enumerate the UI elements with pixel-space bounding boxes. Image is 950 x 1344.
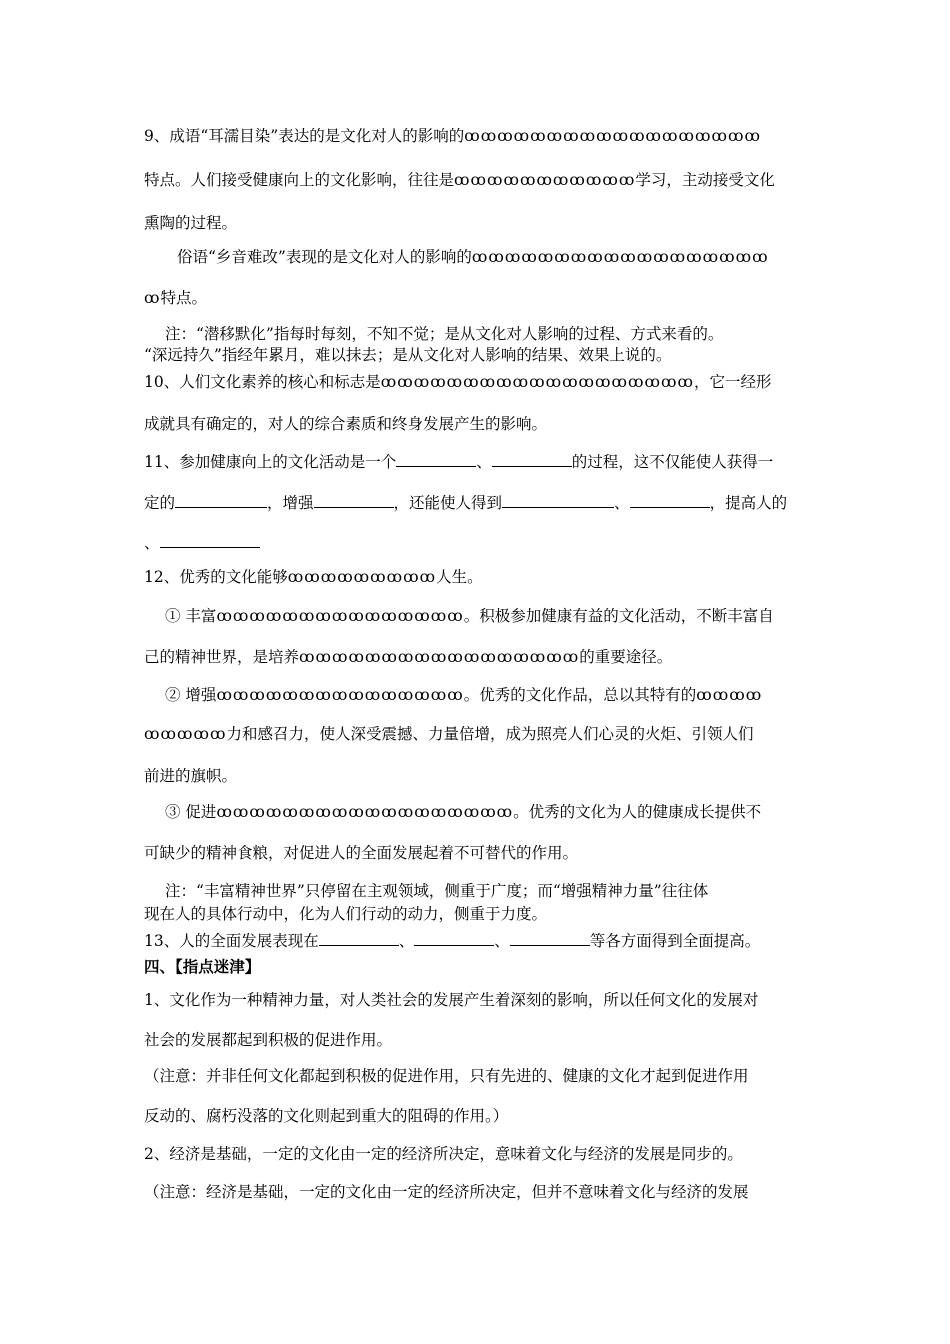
q9-line-1 <box>144 126 806 146</box>
answer-blank[interactable] <box>160 531 260 548</box>
q11-text: ，增强 <box>267 494 314 512</box>
q11-line-1 <box>144 450 773 472</box>
q13-text: 13、人的全面发展表现在 <box>144 932 319 950</box>
answer-blank[interactable] <box>175 491 267 508</box>
q12-text: 力和感召力，使人深受震撼、力量倍增，成为照亮人们心灵的火炬、引领人们 <box>226 725 754 743</box>
answer-blank[interactable] <box>502 491 614 508</box>
q11-text: ，还能使人得到 <box>393 494 503 512</box>
q12-text: 己的精神世界，是培养 <box>144 648 300 666</box>
q9-line-3: 熏陶的过程。 <box>144 214 238 232</box>
q10-text: 10、人们文化素养的核心和标志是 <box>144 373 381 391</box>
q11-text: 定的 <box>144 494 176 512</box>
q9-text: 9、成语“耳濡目染”表达的是文化对人的影响的 <box>144 127 465 145</box>
q10-line-2: 成就具有确定的，对人的综合素质和终身发展产生的影响。 <box>144 415 548 433</box>
q9-text: 学习，主动接受文化 <box>635 171 775 189</box>
emphasis-marks: ꝏꝏꝏꝏꝏꝏꝏꝏꝏꝏꝏꝏꝏꝏꝏꝏꝏꝏꝏ <box>380 373 694 391</box>
answer-blank[interactable] <box>314 491 394 508</box>
tip-1-note-1: （注意：并非任何文化都起到积极的促进作用，只有先进的、健康的文化才起到促进作用 <box>144 1067 749 1085</box>
emphasis-marks: ꝏꝏꝏꝏꝏꝏꝏꝏꝏꝏꝏꝏꝏꝏꝏꝏꝏ <box>299 648 580 666</box>
q12-text: 12、优秀的文化能够 <box>144 568 288 586</box>
q12-line-1 <box>144 567 483 587</box>
separator: 、 <box>476 453 492 471</box>
q12-text: ① 丰富 <box>165 607 217 625</box>
q10-text: ，它一经形 <box>693 373 772 391</box>
q12-note-2: 现在人的具体行动中，化为人们行动的动力，侧重于力度。 <box>144 905 548 923</box>
answer-blank[interactable] <box>510 929 590 946</box>
q12-text: ② 增强 <box>165 686 217 704</box>
q9-text: 特点。人们接受健康向上的文化影响，往往是 <box>144 171 455 189</box>
q12-note-1: 注：“丰富精神世界”只停留在主观领域，侧重于广度；而“增强精神力量”往往体 <box>165 882 709 900</box>
q10-line-1 <box>144 372 806 392</box>
q12-text: 人生。 <box>436 568 483 586</box>
q12-text: 的重要途径。 <box>579 648 673 666</box>
emphasis-marks: ꝏꝏꝏꝏ <box>696 686 763 704</box>
q9-text: 俗语“乡音难改”表现的是文化对人的影响的 <box>177 248 472 266</box>
separator: 、 <box>494 932 510 950</box>
q12-point-2-line-3: 前进的旗帜。 <box>144 767 238 785</box>
q12-point-1-line-2 <box>144 647 672 667</box>
q12-point-1-line-1 <box>165 606 806 626</box>
q13-text: 等各方面得到全面提高。 <box>589 932 761 950</box>
emphasis-marks: ꝏꝏꝏꝏꝏꝏꝏꝏꝏꝏꝏ <box>454 171 636 189</box>
q11-text: ，提高人的 <box>709 494 788 512</box>
q9-note-1: 注：“潜移默化”指每时每刻，不知不觉；是从文化对人影响的过程、方式来看的。 <box>165 325 724 343</box>
q9-note-2: “深远持久”指经年累月，难以抹去；是从文化对人影响的结果、效果上说的。 <box>144 346 672 364</box>
emphasis-marks: ꝏꝏꝏꝏꝏꝏꝏꝏꝏ <box>287 568 437 586</box>
answer-blank[interactable] <box>414 929 494 946</box>
emphasis-marks: ꝏꝏꝏꝏꝏꝏꝏꝏꝏꝏꝏꝏꝏꝏꝏ <box>216 607 464 625</box>
q9-line-5 <box>144 288 207 308</box>
separator: 、 <box>614 494 630 512</box>
emphasis-marks: ꝏꝏꝏꝏꝏꝏꝏꝏꝏꝏꝏꝏꝏꝏꝏꝏꝏꝏ <box>471 248 769 266</box>
q12-text: 。积极参加健康有益的文化活动，不断丰富自 <box>463 607 774 625</box>
tip-1-note-2: 反动的、腐朽没落的文化则起到重大的阻碍的作用。） <box>144 1107 509 1125</box>
answer-blank[interactable] <box>319 929 399 946</box>
emphasis-marks: ꝏ <box>144 289 161 307</box>
emphasis-marks: ꝏꝏꝏꝏꝏꝏꝏꝏꝏꝏꝏꝏꝏꝏꝏꝏꝏꝏ <box>464 127 761 145</box>
q11-line-3 <box>144 531 260 553</box>
separator: 、 <box>398 932 415 950</box>
q9-line-4 <box>177 247 805 267</box>
q9-line-2 <box>144 170 806 190</box>
q12-text: 。优秀的文化作品，总以其特有的 <box>463 686 697 704</box>
q13-line-1 <box>144 929 760 951</box>
q9-text: 特点。 <box>160 289 208 307</box>
section-4-title: 四、【指点迷津】 <box>144 957 261 976</box>
tip-2-note-1: （注意：经济是基础，一定的文化由一定的经济所决定，但并不意味着文化与经济的发展 <box>144 1183 749 1201</box>
answer-blank[interactable] <box>396 450 476 467</box>
tip-2-line-1: 2、经济是基础，一定的文化由一定的经济所决定，意味着文化与经济的发展是同步的。 <box>144 1145 743 1163</box>
answer-blank[interactable] <box>492 450 572 467</box>
tip-1-line-1: 1、文化作为一种精神力量，对人类社会的发展产生着深刻的影响，所以任何文化的发展对 <box>144 991 759 1009</box>
q11-text: 的过程，这不仅能使人获得一 <box>571 453 774 471</box>
q11-text: 11、参加健康向上的文化活动是一个 <box>144 453 397 471</box>
q12-point-3-line-1 <box>165 802 806 822</box>
q12-point-2-line-1 <box>165 685 806 705</box>
emphasis-marks: ꝏꝏꝏꝏꝏ <box>144 725 227 743</box>
answer-blank[interactable] <box>630 491 710 508</box>
q11-line-2 <box>144 491 787 513</box>
q12-point-3-line-2: 可缺少的精神食粮，对促进人的全面发展起着不可替代的作用。 <box>144 844 579 862</box>
q12-text: ③ 促进 <box>165 803 217 821</box>
separator: 、 <box>144 534 160 552</box>
tip-1-line-2: 社会的发展都起到积极的促进作用。 <box>144 1031 393 1049</box>
emphasis-marks: ꝏꝏꝏꝏꝏꝏꝏꝏꝏꝏꝏꝏꝏꝏꝏꝏꝏꝏ <box>216 803 514 821</box>
emphasis-marks: ꝏꝏꝏꝏꝏꝏꝏꝏꝏꝏꝏꝏꝏꝏꝏ <box>216 686 464 704</box>
q12-point-2-line-2 <box>144 724 753 744</box>
q12-text: 。优秀的文化为人的健康成长提供不 <box>513 803 762 821</box>
